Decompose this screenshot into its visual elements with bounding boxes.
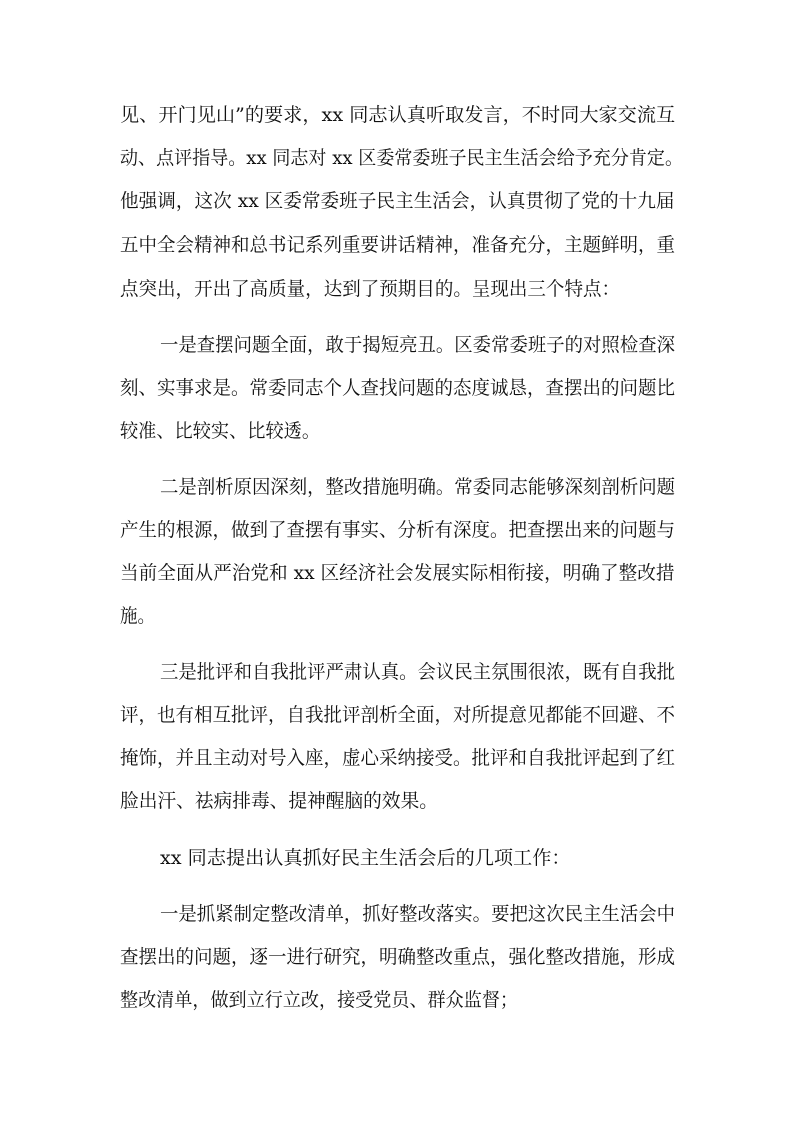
text-line: 产生的根源，做到了查摆有事实、分析有深度。把查摆出来的问题与 (120, 519, 676, 541)
text-line: 五中全会精神和总书记系列重要讲话精神，准备充分，主题鲜明，重 (120, 234, 676, 256)
text-line: 当前全面从严治党和 xx 区经济社会发展实际相衔接，明确了整改措 (120, 562, 675, 584)
text-line: 一是查摆问题全面，敢于揭短亮丑。区委常委班子的对照检查深 (160, 334, 676, 356)
text-line: 查摆出的问题，逐一进行研究，明确整改重点，强化整改措施，形成 (120, 946, 676, 968)
text-line: 一是抓紧制定整改清单，抓好整改落实。要把这次民主生活会中 (160, 903, 676, 925)
text-line: 掩饰，并且主动对号入座，虚心采纳接受。批评和自我批评起到了红 (120, 747, 676, 769)
text-line: 脸出汗、祛病排毒、提神醒脑的效果。 (120, 790, 439, 812)
text-line: 他强调，这次 xx 区委常委班子民主生活会，认真贯彻了党的十九届 (120, 190, 675, 212)
text-line: 二是剖析原因深刻，整改措施明确。常委同志能够深刻剖析问题 (160, 476, 676, 498)
text-line: xx 同志提出认真抓好民主生活会后的几项工作： (160, 847, 571, 869)
text-line: 评，也有相互批评，自我批评剖析全面，对所提意见都能不回避、不 (120, 704, 676, 726)
text-line: 见、开门见山”的要求，xx 同志认真听取发言，不时同大家交流互 (120, 104, 676, 126)
text-line: 动、点评指导。xx 同志对 xx 区委常委班子民主生活会给予充分肯定。 (120, 147, 683, 169)
text-line: 刻、实事求是。常委同志个人查找问题的态度诚恳，查摆出的问题比 (120, 377, 676, 399)
text-line: 点突出，开出了高质量，达到了预期目的。呈现出三个特点： (120, 278, 621, 300)
text-line: 施。 (120, 605, 156, 627)
text-line: 三是批评和自我批评严肃认真。会议民主氛围很浓，既有自我批 (160, 661, 676, 683)
text-line: 较准、比较实、比较透。 (120, 420, 321, 442)
text-line: 整改清单，做到立行立改，接受党员、群众监督； (120, 989, 519, 1011)
